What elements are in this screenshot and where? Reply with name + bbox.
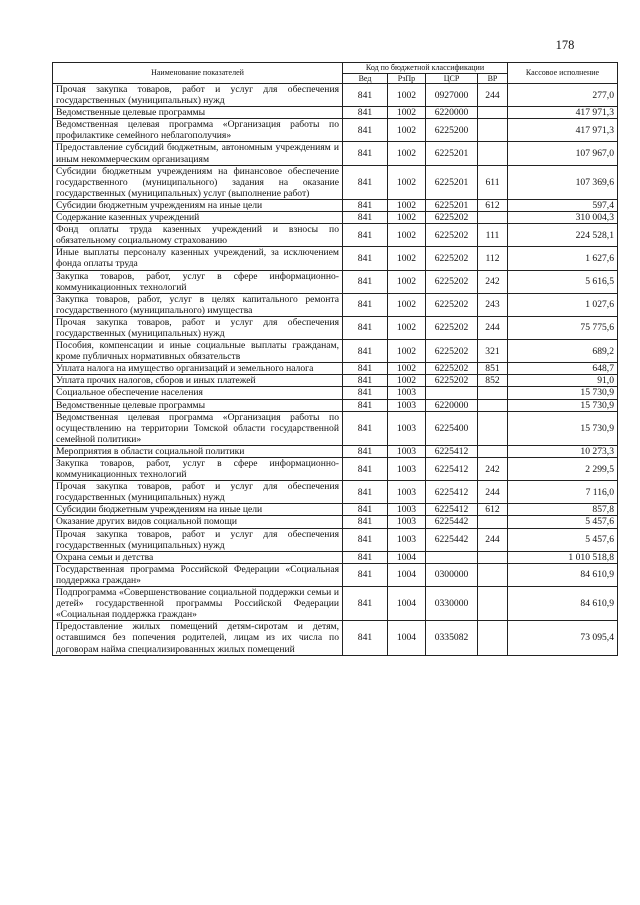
cell-name: Оказание других видов социальной помощи: [53, 516, 343, 528]
table-row: [53, 119, 618, 142]
cell-rzpr: 1004: [388, 551, 426, 563]
cell-csr: 6225202: [426, 224, 478, 247]
cell-name: Подпрограмма «Совершенствование социальной поддержки семьи и детей» государственной программы Российской Федерации «Социальная поддержка граждан»: [53, 587, 343, 621]
table-row: [53, 445, 618, 457]
cell-rzpr: 1002: [388, 316, 426, 339]
cell-name: Государственная программа Российской Федерации «Социальная поддержка граждан»: [53, 563, 343, 586]
cell-amount: 84 610,9: [508, 587, 618, 621]
budget-table: [52, 62, 618, 656]
cell-rzpr: 1004: [388, 563, 426, 586]
table-row: [53, 621, 618, 655]
cell-name: Закупка товаров, работ, услуг в сфере информационно-коммуникационных технологий: [53, 270, 343, 293]
cell-amount: 7 116,0: [508, 481, 618, 504]
cell-name: Ведомственные целевые программы: [53, 107, 343, 119]
cell-ved: 841: [343, 165, 388, 199]
cell-ved: 841: [343, 621, 388, 655]
cell-rzpr: 1002: [388, 119, 426, 142]
cell-vr: [478, 445, 508, 457]
cell-ved: 841: [343, 399, 388, 411]
cell-rzpr: 1002: [388, 199, 426, 211]
cell-ved: 841: [343, 458, 388, 481]
cell-ved: 841: [343, 316, 388, 339]
cell-amount: 84 610,9: [508, 563, 618, 586]
cell-amount: 107 967,0: [508, 142, 618, 165]
cell-ved: 841: [343, 363, 388, 375]
cell-rzpr: 1004: [388, 621, 426, 655]
cell-rzpr: 1002: [388, 293, 426, 316]
cell-ved: 841: [343, 481, 388, 504]
cell-csr: 0927000: [426, 84, 478, 107]
table-row: [53, 528, 618, 551]
cell-vr: 112: [478, 247, 508, 270]
table-row: [53, 551, 618, 563]
cell-csr: 0330000: [426, 587, 478, 621]
cell-rzpr: 1002: [388, 107, 426, 119]
cell-ved: 841: [343, 119, 388, 142]
cell-name: Фонд оплаты труда казенных учреждений и взносы по обязательному социальному страхованию: [53, 224, 343, 247]
cell-rzpr: 1002: [388, 247, 426, 270]
cell-csr: 6225202: [426, 363, 478, 375]
table-row: [53, 247, 618, 270]
cell-ved: 841: [343, 516, 388, 528]
cell-ved: 841: [343, 387, 388, 399]
cell-ved: 841: [343, 270, 388, 293]
cell-vr: [478, 212, 508, 224]
cell-amount: 417 971,3: [508, 107, 618, 119]
header-rzpr: РзПр: [388, 73, 426, 84]
cell-amount: 75 775,6: [508, 316, 618, 339]
table-row: [53, 516, 618, 528]
header-ved: Вед: [343, 73, 388, 84]
cell-rzpr: 1002: [388, 363, 426, 375]
cell-amount: 15 730,9: [508, 399, 618, 411]
table-row: [53, 363, 618, 375]
cell-rzpr: 1003: [388, 411, 426, 445]
page-number: 178: [555, 38, 575, 52]
cell-amount: 5 457,6: [508, 528, 618, 551]
cell-amount: 1 010 518,8: [508, 551, 618, 563]
cell-vr: 242: [478, 458, 508, 481]
cell-name: Прочая закупка товаров, работ и услуг для обеспечения государственных (муниципальных) нужд: [53, 481, 343, 504]
cell-rzpr: 1003: [388, 481, 426, 504]
header-csr: ЦСР: [426, 73, 478, 84]
cell-rzpr: 1002: [388, 212, 426, 224]
cell-ved: 841: [343, 528, 388, 551]
cell-ved: 841: [343, 293, 388, 316]
cell-vr: 244: [478, 316, 508, 339]
cell-csr: 6225412: [426, 445, 478, 457]
table-row: [53, 387, 618, 399]
cell-csr: 6225202: [426, 247, 478, 270]
cell-csr: 6225412: [426, 504, 478, 516]
cell-amount: 5 616,5: [508, 270, 618, 293]
cell-name: Пособия, компенсации и иные социальные выплаты гражданам, кроме публичных нормативных обязательств: [53, 340, 343, 363]
table-row: [53, 293, 618, 316]
header-vr: ВР: [478, 73, 508, 84]
cell-ved: 841: [343, 375, 388, 387]
cell-rzpr: 1002: [388, 224, 426, 247]
table-row: [53, 142, 618, 165]
cell-ved: 841: [343, 551, 388, 563]
cell-name: Субсидии бюджетным учреждениям на финансовое обеспечение государственного (муниципального) задания на оказание государственных (муниципальных) услуг (выполнение работ): [53, 165, 343, 199]
cell-rzpr: 1003: [388, 458, 426, 481]
cell-vr: 242: [478, 270, 508, 293]
header-amount: Кассовое исполнение: [508, 63, 618, 84]
cell-name: Ведомственные целевые программы: [53, 399, 343, 411]
cell-ved: 841: [343, 107, 388, 119]
cell-rzpr: 1002: [388, 142, 426, 165]
cell-vr: 244: [478, 481, 508, 504]
cell-ved: 841: [343, 504, 388, 516]
table-row: [53, 316, 618, 339]
cell-vr: [478, 107, 508, 119]
cell-ved: 841: [343, 445, 388, 457]
cell-amount: 107 369,6: [508, 165, 618, 199]
cell-csr: 6225200: [426, 119, 478, 142]
cell-vr: [478, 516, 508, 528]
cell-vr: [478, 399, 508, 411]
table-row: [53, 399, 618, 411]
table-row: [53, 199, 618, 211]
cell-amount: 1 627,6: [508, 247, 618, 270]
cell-amount: 1 027,6: [508, 293, 618, 316]
cell-name: Содержание казенных учреждений: [53, 212, 343, 224]
cell-rzpr: 1003: [388, 528, 426, 551]
cell-rzpr: 1002: [388, 165, 426, 199]
cell-rzpr: 1002: [388, 375, 426, 387]
cell-name: Закупка товаров, работ, услуг в сфере информационно-коммуникационных технологий: [53, 458, 343, 481]
table-row: [53, 165, 618, 199]
table-body: [53, 84, 618, 656]
cell-name: Ведомственная целевая программа «Организация работы по осуществлению на территории Томской области государственной семейной политики»: [53, 411, 343, 445]
table-row: [53, 270, 618, 293]
cell-ved: 841: [343, 142, 388, 165]
cell-amount: 277,0: [508, 84, 618, 107]
cell-ved: 841: [343, 247, 388, 270]
cell-rzpr: 1002: [388, 270, 426, 293]
cell-name: Предоставление субсидий бюджетным, автономным учреждениям и иным некоммерческим организациям: [53, 142, 343, 165]
cell-csr: 6220000: [426, 399, 478, 411]
cell-vr: [478, 387, 508, 399]
cell-csr: 6225400: [426, 411, 478, 445]
cell-amount: 689,2: [508, 340, 618, 363]
cell-name: Прочая закупка товаров, работ и услуг для обеспечения государственных (муниципальных) нужд: [53, 84, 343, 107]
cell-name: Субсидии бюджетным учреждениям на иные цели: [53, 504, 343, 516]
cell-name: Уплата прочих налогов, сборов и иных платежей: [53, 375, 343, 387]
table-row: [53, 587, 618, 621]
cell-vr: 321: [478, 340, 508, 363]
cell-name: Иные выплаты персоналу казенных учреждений, за исключением фонда оплаты труда: [53, 247, 343, 270]
cell-amount: 648,7: [508, 363, 618, 375]
cell-rzpr: 1003: [388, 445, 426, 457]
table-row: [53, 340, 618, 363]
cell-csr: [426, 387, 478, 399]
cell-csr: 6225202: [426, 375, 478, 387]
table-row: [53, 504, 618, 516]
cell-rzpr: 1004: [388, 587, 426, 621]
cell-rzpr: 1003: [388, 387, 426, 399]
table-row: [53, 481, 618, 504]
cell-vr: [478, 119, 508, 142]
cell-vr: [478, 621, 508, 655]
cell-vr: 852: [478, 375, 508, 387]
cell-name: Охрана семьи и детства: [53, 551, 343, 563]
table-row: [53, 84, 618, 107]
cell-csr: 0300000: [426, 563, 478, 586]
cell-name: Ведомственная целевая программа «Организация работы по профилактике семейного неблагополучия»: [53, 119, 343, 142]
cell-amount: 10 273,3: [508, 445, 618, 457]
cell-ved: 841: [343, 587, 388, 621]
table-row: [53, 375, 618, 387]
table-row: [53, 107, 618, 119]
cell-vr: [478, 551, 508, 563]
cell-csr: 6225202: [426, 293, 478, 316]
cell-vr: 244: [478, 528, 508, 551]
cell-csr: 6220000: [426, 107, 478, 119]
cell-vr: 612: [478, 199, 508, 211]
cell-vr: 243: [478, 293, 508, 316]
cell-rzpr: 1003: [388, 399, 426, 411]
cell-amount: 73 095,4: [508, 621, 618, 655]
cell-name: Субсидии бюджетным учреждениям на иные цели: [53, 199, 343, 211]
cell-ved: 841: [343, 563, 388, 586]
cell-amount: 417 971,3: [508, 119, 618, 142]
cell-amount: 2 299,5: [508, 458, 618, 481]
cell-ved: 841: [343, 212, 388, 224]
cell-vr: [478, 563, 508, 586]
cell-csr: 6225201: [426, 199, 478, 211]
cell-amount: 597,4: [508, 199, 618, 211]
cell-ved: 841: [343, 199, 388, 211]
cell-vr: [478, 587, 508, 621]
cell-csr: 6225201: [426, 165, 478, 199]
cell-csr: 6225201: [426, 142, 478, 165]
cell-amount: 857,8: [508, 504, 618, 516]
header-name: Наименование показателей: [53, 63, 343, 84]
cell-csr: 6225202: [426, 316, 478, 339]
table-row: [53, 458, 618, 481]
cell-vr: 612: [478, 504, 508, 516]
cell-ved: 841: [343, 224, 388, 247]
table-row: [53, 224, 618, 247]
cell-vr: 851: [478, 363, 508, 375]
table-row: [53, 411, 618, 445]
cell-csr: 0335082: [426, 621, 478, 655]
table-row: [53, 212, 618, 224]
cell-amount: 15 730,9: [508, 411, 618, 445]
cell-amount: 15 730,9: [508, 387, 618, 399]
cell-vr: 244: [478, 84, 508, 107]
cell-amount: 5 457,6: [508, 516, 618, 528]
cell-name: Мероприятия в области социальной политики: [53, 445, 343, 457]
cell-name: Прочая закупка товаров, работ и услуг для обеспечения государственных (муниципальных) нужд: [53, 316, 343, 339]
cell-name: Социальное обеспечение населения: [53, 387, 343, 399]
cell-amount: 224 528,1: [508, 224, 618, 247]
cell-csr: 6225202: [426, 212, 478, 224]
cell-csr: [426, 551, 478, 563]
cell-amount: 310 004,3: [508, 212, 618, 224]
cell-vr: [478, 411, 508, 445]
cell-csr: 6225412: [426, 458, 478, 481]
cell-rzpr: 1003: [388, 516, 426, 528]
cell-rzpr: 1003: [388, 504, 426, 516]
cell-csr: 6225202: [426, 340, 478, 363]
cell-vr: [478, 142, 508, 165]
cell-csr: 6225442: [426, 528, 478, 551]
cell-csr: 6225202: [426, 270, 478, 293]
header-code-group: Код по бюджетной классификации: [343, 63, 508, 74]
cell-vr: 111: [478, 224, 508, 247]
cell-name: Прочая закупка товаров, работ и услуг для обеспечения государственных (муниципальных) нужд: [53, 528, 343, 551]
table-row: [53, 563, 618, 586]
cell-csr: 6225442: [426, 516, 478, 528]
cell-vr: 611: [478, 165, 508, 199]
cell-name: Закупка товаров, работ, услуг в целях капитального ремонта государственного (муниципального) имущества: [53, 293, 343, 316]
cell-amount: 91,0: [508, 375, 618, 387]
cell-csr: 6225412: [426, 481, 478, 504]
cell-rzpr: 1002: [388, 84, 426, 107]
cell-name: Уплата налога на имущество организаций и земельного налога: [53, 363, 343, 375]
cell-ved: 841: [343, 84, 388, 107]
cell-ved: 841: [343, 340, 388, 363]
cell-rzpr: 1002: [388, 340, 426, 363]
cell-name: Предоставление жилых помещений детям-сиротам и детям, оставшимся без попечения родителей, лицам из их числа по договорам найма специализированных жилых помещений: [53, 621, 343, 655]
cell-ved: 841: [343, 411, 388, 445]
